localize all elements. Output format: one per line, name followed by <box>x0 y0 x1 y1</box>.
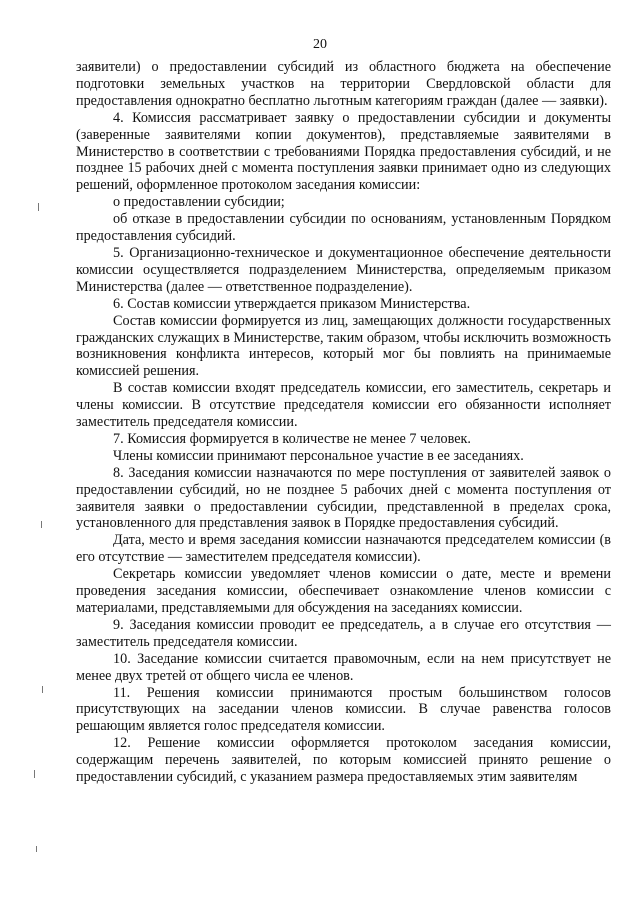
paragraph-item-7: 7. Комиссия формируется в количестве не менее 7 человек. <box>113 430 471 447</box>
document-body <box>76 59 611 786</box>
page-number: 20 <box>313 37 327 52</box>
paragraph-members: В состав комиссии входят председатель комиссии, его заместитель, секретарь и члены комиссии. В отсутствие председателя комиссии его обязанности исполняет заместитель председателя комиссии. <box>76 380 611 431</box>
paragraph-item-12: 12. Решение комиссии оформляется протоколом заседания комиссии, содержащим перечень заявителей, по которым комиссией принято решение о предоставлении субсидий, с указанием размера предоставляемых этим заявителям <box>76 735 611 786</box>
paragraph-continuation: заявители) о предоставлении субсидий из областного бюджета на обеспечение подготовки земельных участков на территории Свердловской области для предоставления однократно бесплатно льготным категориям граждан (далее — заявки). <box>76 59 611 109</box>
paragraph-item-4: 4. Комиссия рассматривает заявку о предоставлении субсидии и документы (заверенные заявителями копии документов), представляемые заявителями в Министерство в соответствии с требованиями Порядка предоставления субсидий, и не позднее 15 рабочих дней с момента поступления заявки принимает одно из следующих решений, оформленное протоколом заседания комиссии: <box>76 109 611 194</box>
paragraph-secretary: Секретарь комиссии уведомляет членов комиссии о дате, месте и времени проведения заседания комиссии, обеспечивает ознакомление членов комиссии с материалами, представляемыми для обсуждения на заседаниях комиссии. <box>76 566 611 616</box>
paragraph-option-refusal: об отказе в предоставлении субсидии по основаниям, установленным Порядком предоставления субсидий. <box>76 211 611 245</box>
scan-mark <box>41 521 42 528</box>
paragraph-item-11: 11. Решения комиссии принимаются простым большинством голосов присутствующих на заседании членов комиссии. В случае равенства голосов решающим является голос председателя комиссии. <box>76 684 611 735</box>
paragraph-item-8: 8. Заседания комиссии назначаются по мере поступления от заявителей заявок о предоставлении субсидий, но не позднее 5 рабочих дней с момента поступления от заявителя заявки о предоставлении субсидии, представленной в пределах срока, установленного для представления заявок в Порядке предоставления субсидий. <box>76 464 611 532</box>
paragraph-option-grant: о предоставлении субсидии; <box>113 194 285 211</box>
paragraph-participation: Члены комиссии принимают персональное участие в ее заседаниях. <box>113 447 524 464</box>
paragraph-item-5: 5. Организационно-техническое и документационное обеспечение деятельности комиссии осуществляется подразделением Министерства, определяемым приказом Министерства (далее — ответственное подразделение). <box>76 244 611 295</box>
paragraph-item-9: 9. Заседания комиссии проводит ее председатель, а в случае его отсутствия — заместитель председателя комиссии. <box>76 616 611 650</box>
paragraph-item-6: 6. Состав комиссии утверждается приказом Министерства. <box>113 295 471 312</box>
scan-mark <box>34 770 35 778</box>
scan-mark <box>36 846 37 852</box>
paragraph-composition: Состав комиссии формируется из лиц, замещающих должности государственных гражданских служащих в Министерстве, таким образом, чтобы исключить возможность возникновения конфликта интересов, который мог бы повлиять на принимаемые комиссией решения. <box>76 312 611 380</box>
scan-mark <box>42 686 43 693</box>
scan-mark <box>38 203 39 211</box>
paragraph-meeting-date: Дата, место и время заседания комиссии назначаются председателем комиссии (в его отсутствие — заместителем председателя комиссии). <box>76 532 611 566</box>
paragraph-item-10: 10. Заседание комиссии считается правомочным, если на нем присутствует не менее двух третей от общего числа ее членов. <box>76 650 611 684</box>
